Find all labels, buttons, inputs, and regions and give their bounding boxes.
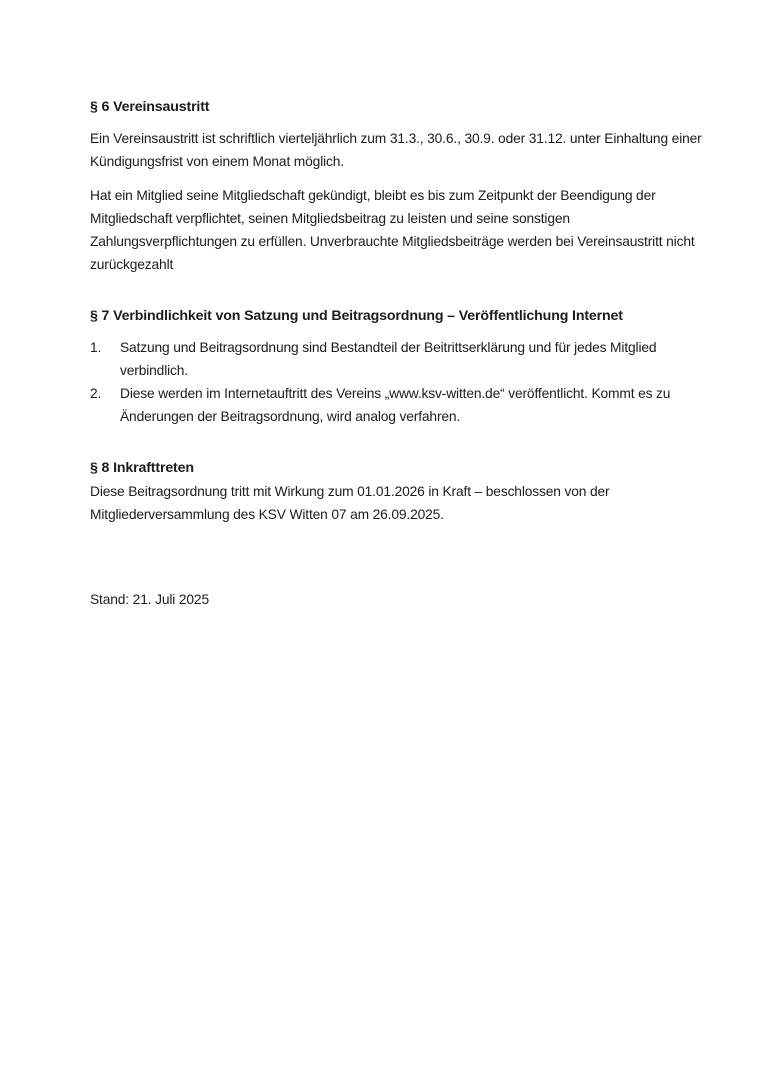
section-6-vereinsaustritt (90, 96, 708, 276)
list-item (90, 336, 708, 382)
list-item-marker: 2. (90, 386, 102, 401)
section-8-paragraph-1: Diese Beitragsordnung tritt mit Wirkung zum 01.01.2026 in Kraft – beschlossen von der Mitgliederversammlung des KSV Witten 07 am 26.09.2025. (90, 484, 610, 522)
section-8-inkrafttreten (90, 457, 708, 526)
list-item-text: Satzung und Beitragsordnung sind Bestandteil der Beitrittserklärung und für jedes Mitglied verbindlich. (120, 340, 657, 378)
list-item-marker: 1. (90, 340, 102, 355)
section-7-numbered-list (90, 336, 708, 428)
document-date-stand: Stand: 21. Juli 2025 (90, 592, 209, 607)
section-6-paragraph-2: Hat ein Mitglied seine Mitgliedschaft gekündigt, bleibt es bis zum Zeitpunkt der Beendigung der Mitgliedschaft verpflichtet, seinen Mitgliedsbeitrag zu leisten und seine sonstigen Zahlungsverpflichtungen zu erfüllen. Unverbrauchte Mitgliedsbeiträge werden bei Vereinsaustritt nicht zurückgezahlt (90, 188, 695, 272)
section-7-heading: § 7 Verbindlichkeit von Satzung und Beitragsordnung – Veröffentlichung Internet (90, 308, 623, 324)
list-item (90, 382, 708, 428)
section-6-heading: § 6 Vereinsaustritt (90, 99, 210, 115)
list-item-text: Diese werden im Internetauftritt des Vereins „www.ksv-witten.de“ veröffentlicht. Kommt es zu Änderungen der Beitragsordnung, wird analog verfahren. (120, 386, 671, 424)
section-8-heading: § 8 Inkrafttreten (90, 460, 194, 476)
document-content (90, 96, 708, 611)
section-6-paragraph-1: Ein Vereinsaustritt ist schriftlich vierteljährlich zum 31.3., 30.6., 30.9. oder 31.12. unter Einhaltung einer Kündigungsfrist von einem Monat möglich. (90, 131, 702, 169)
section-7-verbindlichkeit (90, 305, 708, 428)
